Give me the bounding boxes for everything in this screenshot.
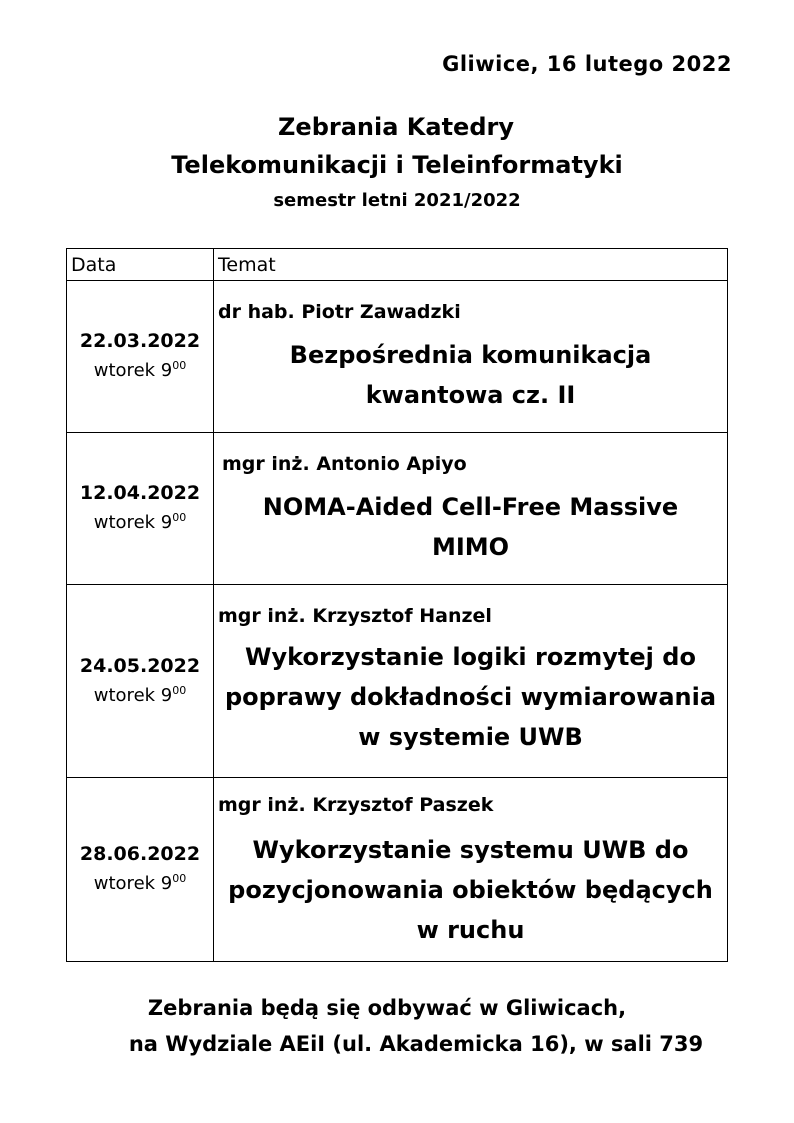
talk-title: Bezpośrednia komunikacja kwantowa cz. II [289,341,652,409]
meeting-weekday-time: wtorek $9^{00}$ [93,359,187,381]
date-cell [67,778,214,962]
meetings-table [66,248,728,962]
table-row [67,281,728,433]
date-cell [67,585,214,778]
talk-title: Wykorzystanie systemu UWB do pozycjonowania obiektów będących w ruchu [228,836,713,944]
title-line-2: Telekomunikacji i Teleinformatyki [171,151,623,179]
speaker-name: mgr inż. Krzysztof Hanzel [218,605,492,627]
meeting-date: 12.04.2022 [79,482,201,504]
table-header-row [67,249,728,281]
semester-subtitle: semestr letni 2021/2022 [273,190,521,211]
meeting-weekday-time: wtorek $9^{00}$ [93,872,187,894]
speaker-name: mgr inż. Antonio Apiyo [222,453,467,475]
column-header-topic: Temat [214,249,728,281]
speaker-name: dr hab. Piotr Zawadzki [218,301,461,323]
date-cell [67,281,214,433]
table-row [67,433,728,585]
date-cell [67,433,214,585]
talk-title: NOMA-Aided Cell-Free Massive MIMO [262,493,679,561]
place-date: Gliwice, 16 lutego 2022 [442,52,732,76]
title-block [0,108,794,216]
meeting-weekday-time: wtorek $9^{00}$ [93,683,187,706]
topic-cell [214,585,728,778]
speaker-name: mgr inż. Krzysztof Paszek [218,794,494,816]
meeting-date: 28.06.2022 [79,843,201,865]
footer-line-2: na Wydziale AEiI (ul. Akademicka 16), w sali 739 [128,1032,704,1056]
footer-line-1: Zebrania będą się odbywać w Gliwicach, [147,996,627,1020]
meeting-date: 24.05.2022 [79,654,201,677]
meeting-date: 22.03.2022 [79,330,201,352]
title-line-1: Zebrania Katedry [278,113,514,141]
column-header-date: Data [67,249,214,281]
table-row [67,585,728,778]
meeting-weekday-time: wtorek $9^{00}$ [93,511,187,533]
topic-cell [214,281,728,433]
topic-cell [214,778,728,962]
topic-cell [214,433,728,585]
footer-note [0,990,794,1062]
talk-title: Wykorzystanie logiki rozmytej do poprawy dokładności wymiarowania w systemie UWB [224,643,717,751]
table-row [67,778,728,962]
